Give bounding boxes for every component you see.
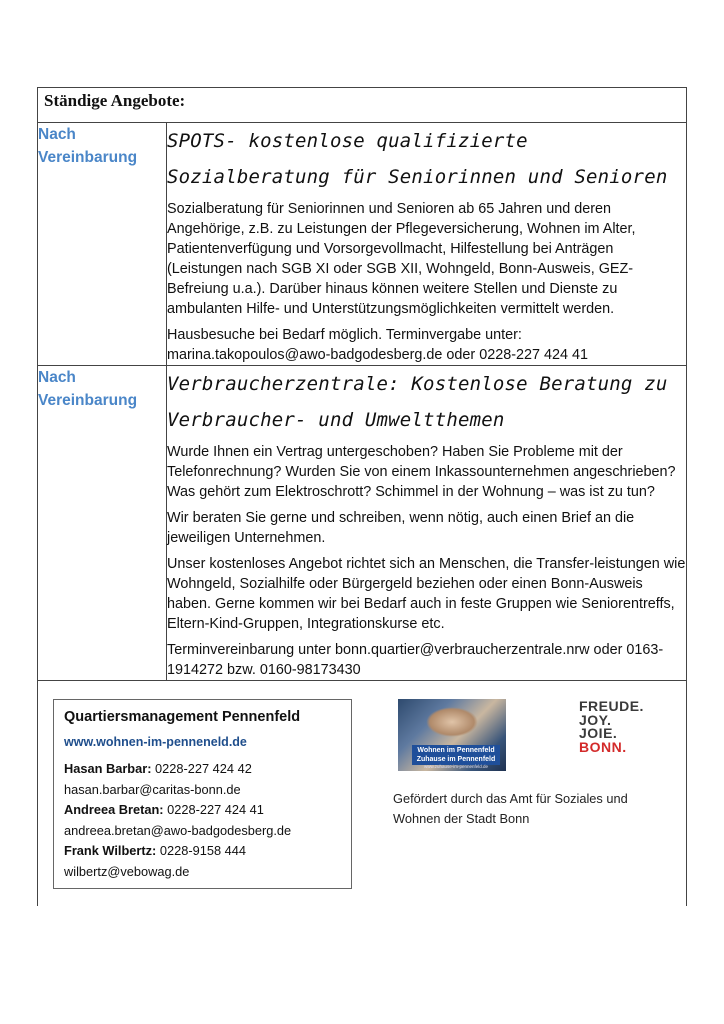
section-header: Ständige Angebote:	[44, 91, 186, 110]
freude-bonn-logo	[579, 700, 644, 754]
offer-when	[38, 366, 167, 681]
contact-phone: 0228-9158 444	[159, 843, 246, 858]
offer-paragraph: Hausbesuche bei Bedarf möglich. Terminvergabe unter: marina.takopoulos@awo-badgodesberg.de oder 0228-227 424 41	[167, 327, 589, 363]
logo-line4: BONN.	[579, 738, 627, 755]
offer-when	[38, 123, 167, 366]
offer-title: Verbraucherzentrale: Kostenlose Beratung zu Verbraucher- und Umweltthemen	[167, 373, 668, 431]
hands-photo	[426, 707, 478, 737]
offer-when-line1: Nach	[38, 126, 76, 143]
contact-name: Hasan Barbar:	[64, 761, 152, 776]
offer-paragraph: Terminvereinbarung unter bonn.quartier@verbraucherzentrale.nrw oder 0163-1914272 bzw. 0160-98173430	[167, 642, 664, 678]
contact-phone: 0228-227 424 41	[167, 802, 264, 817]
contact-person	[64, 759, 341, 780]
offer-when-line1: Nach	[38, 369, 76, 386]
offer-paragraph: Wurde Ihnen ein Vertrag untergeschoben? Haben Sie Probleme mit der Telefonrechnung? Wurden Sie von einem Inkassounternehmen angeschrieben? Was gehört zum Elektroschrott? Schimmel in der Wohnung – was ist zu tun?	[167, 444, 676, 500]
contact-name: Frank Wilbertz:	[64, 843, 157, 858]
banner-line2: Zuhause im Pennenfeld	[416, 756, 496, 763]
contact-email[interactable]: andreea.bretan@awo-badgodesberg.de	[64, 822, 292, 838]
banner-line3: www.zuhause-im-pennenfeld.de	[423, 764, 489, 769]
contact-person	[64, 841, 341, 862]
contact-title: Quartiersmanagement Pennenfeld	[64, 709, 301, 725]
footer-row	[38, 681, 687, 907]
offer-paragraph: Unser kostenloses Angebot richtet sich an Menschen, die Transfer-leistungen wie Wohngeld, Sozialhilfe oder Bürgergeld beziehen oder einen Bonn-Ausweis haben. Gerne kommen wir bei Bedarf auch in feste Gruppen wie Seniorentreffs, Eltern-Kind-Gruppen, Integrationskurse etc.	[167, 556, 686, 632]
pennenfeld-logo-image	[398, 699, 506, 771]
pennenfeld-logo-banner	[412, 745, 500, 769]
offer-paragraph: Sozialberatung für Seniorinnen und Senioren ab 65 Jahren und deren Angehörige, z.B. zu Leistungen der Pflegeversicherung, Wohnen im Alter, Patientenverfügung und Vorsorgevollmacht, Hilfestellung bei Anträgen (Leistungen nach SGB XI oder SGB XII, Wohngeld, Bonn-Ausweis, GEZ-Befreiung u.a.). Darüber hinaus können weitere Stellen und Dienste zu ambulanten Hilfe- und Unterstützungsmöglichkeiten vermittelt werden.	[167, 201, 636, 317]
offer-content	[167, 366, 687, 681]
contact-email[interactable]: hasan.barbar@caritas-bonn.de	[64, 781, 241, 797]
offers-table	[37, 87, 687, 906]
logo-line3: JOIE.	[579, 725, 618, 741]
offer-when-line2: Vereinbarung	[38, 392, 138, 409]
offer-paragraph: Wir beraten Sie gerne und schreiben, wenn nötig, auch einen Brief an die jeweiligen Unternehmen.	[167, 510, 635, 546]
contact-box	[53, 699, 352, 889]
offer-row-spots	[38, 123, 687, 366]
footer-cell	[38, 681, 687, 907]
banner-line1: Wohnen im Pennenfeld	[417, 747, 495, 754]
funding-text: Gefördert durch das Amt für Soziales und Wohnen der Stadt Bonn	[393, 791, 628, 826]
logo-line2: JOY.	[579, 711, 612, 728]
offer-title: SPOTS- kostenlose qualifizierte Sozialberatung für Seniorinnen und Senioren	[167, 130, 668, 188]
contact-name: Andreea Bretan:	[64, 802, 164, 817]
offer-when-line2: Vereinbarung	[38, 149, 138, 166]
section-header-cell	[38, 88, 687, 123]
logo-line1: FREUDE.	[579, 698, 644, 714]
contact-person	[64, 800, 341, 821]
offer-row-verbraucherzentrale	[38, 366, 687, 681]
offer-content	[167, 123, 687, 366]
contact-phone: 0228-227 424 42	[155, 761, 252, 776]
contact-website-link[interactable]: www.wohnen-im-penneneld.de	[64, 735, 247, 749]
contact-email[interactable]: wilbertz@vebowag.de	[64, 863, 190, 879]
